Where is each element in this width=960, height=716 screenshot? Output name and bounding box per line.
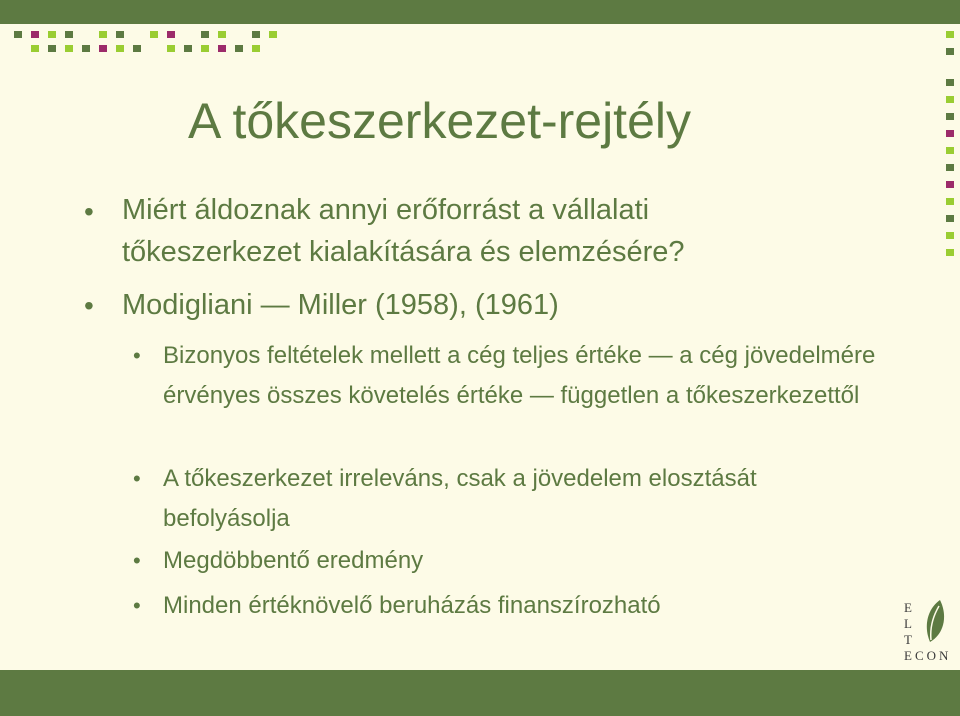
leaf-icon bbox=[922, 598, 950, 646]
elte-econ-logo bbox=[902, 598, 958, 664]
bullet-text-line: Modigliani ― Miller (1958), (1961) bbox=[122, 289, 559, 321]
subbullet-dot: • bbox=[133, 593, 141, 618]
bullet-dot: • bbox=[84, 290, 94, 321]
subbullet-dot: • bbox=[133, 466, 141, 491]
subbullet-text: A tőkeszerkezet irreleváns, csak a jövedelem elosztását befolyásolja bbox=[163, 465, 757, 532]
bullet-text-line: tőkeszerkezet kialakítására és elemzésére? bbox=[122, 236, 685, 268]
slide-title: A tőkeszerkezet-rejtély bbox=[188, 93, 691, 149]
logo-econ: ECON bbox=[904, 648, 952, 663]
top-bar bbox=[0, 0, 960, 24]
subbullet-dot: • bbox=[133, 343, 141, 368]
logo-letter: T bbox=[904, 632, 912, 647]
subbullet-text: Megdöbbentő eredmény bbox=[163, 547, 424, 574]
subbullet-dot: • bbox=[133, 548, 141, 573]
bottom-bar bbox=[0, 670, 960, 716]
bullet-dot: • bbox=[84, 196, 94, 227]
logo-letter: L bbox=[904, 616, 912, 631]
subbullet-text: Minden értéknövelő beruházás finanszírozható bbox=[163, 592, 661, 619]
bullet-text-line: Miért áldoznak annyi erőforrást a vállalati bbox=[122, 194, 650, 226]
logo-letter: E bbox=[904, 600, 912, 615]
subbullet-text: Bizonyos feltételek mellett a cég teljes értéke ― a cég jövedelmére érvényes összes követelés értéke ― független a tőkeszerkezettől bbox=[163, 342, 876, 409]
